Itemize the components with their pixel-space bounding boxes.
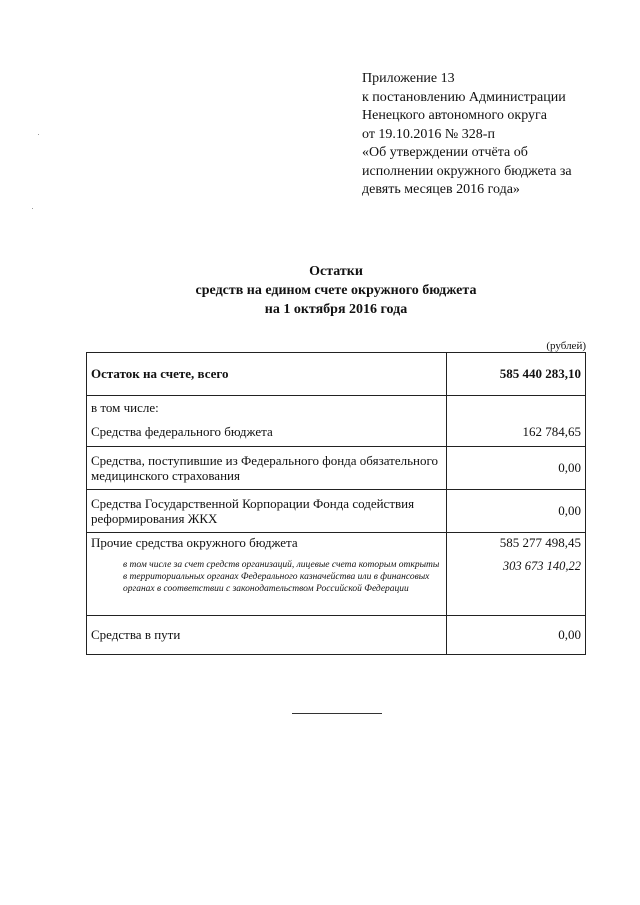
including-label: в том числе: [87,396,447,419]
zhkh-value: 0,00 [447,490,586,533]
appendix-line: от 19.10.2016 № 328-п [362,126,495,142]
balance-table [86,352,586,655]
total-value: 585 440 283,10 [447,353,586,396]
appendix-line: Приложение 13 [362,71,455,86]
units-label: (рублей) [546,340,586,352]
appendix-line: к постановлению Администрации [362,89,566,105]
other-label: Прочие средства окружного бюджета [87,533,447,558]
table-row-federal [87,418,586,447]
appendix-header [362,70,612,200]
zhkh-label: Средства Государственной Корпорации Фонда содействия реформирования ЖКХ [87,490,447,533]
closing-divider [292,713,382,714]
appendix-line: девять месяцев 2016 года» [362,182,520,197]
organizations-label: в том числе за счет средств организаций, лицевые счета которым открыты в территориальных органах Федерального казначейства или в финансовых органах в соответствии с законодательством Российской Федерации [87,557,447,616]
transit-value: 0,00 [447,616,586,655]
oms-label: Средства, поступившие из Федерального фонда обязательного медицинского страхования [87,447,447,490]
title-line-3: на 1 октября 2016 года [264,302,408,317]
total-label: Остаток на счете, всего [87,353,447,396]
federal-label: Средства федерального бюджета [87,418,447,447]
oms-value: 0,00 [447,447,586,490]
table-row-oms [87,447,586,490]
table-row-organizations [87,557,586,616]
title-line-1: Остатки [309,264,363,279]
table-row-total [87,353,586,396]
scan-speck [32,208,33,209]
table-row-transit [87,616,586,655]
transit-label: Средства в пути [87,616,447,655]
document-title [86,262,586,319]
table-row-zhkh [87,490,586,533]
appendix-line: «Об утверждении отчёта об [362,145,528,160]
table-row-including [87,396,586,419]
other-value: 585 277 498,45 [447,533,586,558]
title-line-2: средств на едином счете окружного бюджета [195,283,477,298]
including-value-empty [447,396,586,419]
table-row-other [87,533,586,558]
organizations-value: 303 673 140,22 [447,557,586,616]
appendix-line: Ненецкого автономного округа [362,108,547,123]
appendix-line: исполнении окружного бюджета за [362,163,572,179]
federal-value: 162 784,65 [447,418,586,447]
scan-speck [38,134,39,135]
